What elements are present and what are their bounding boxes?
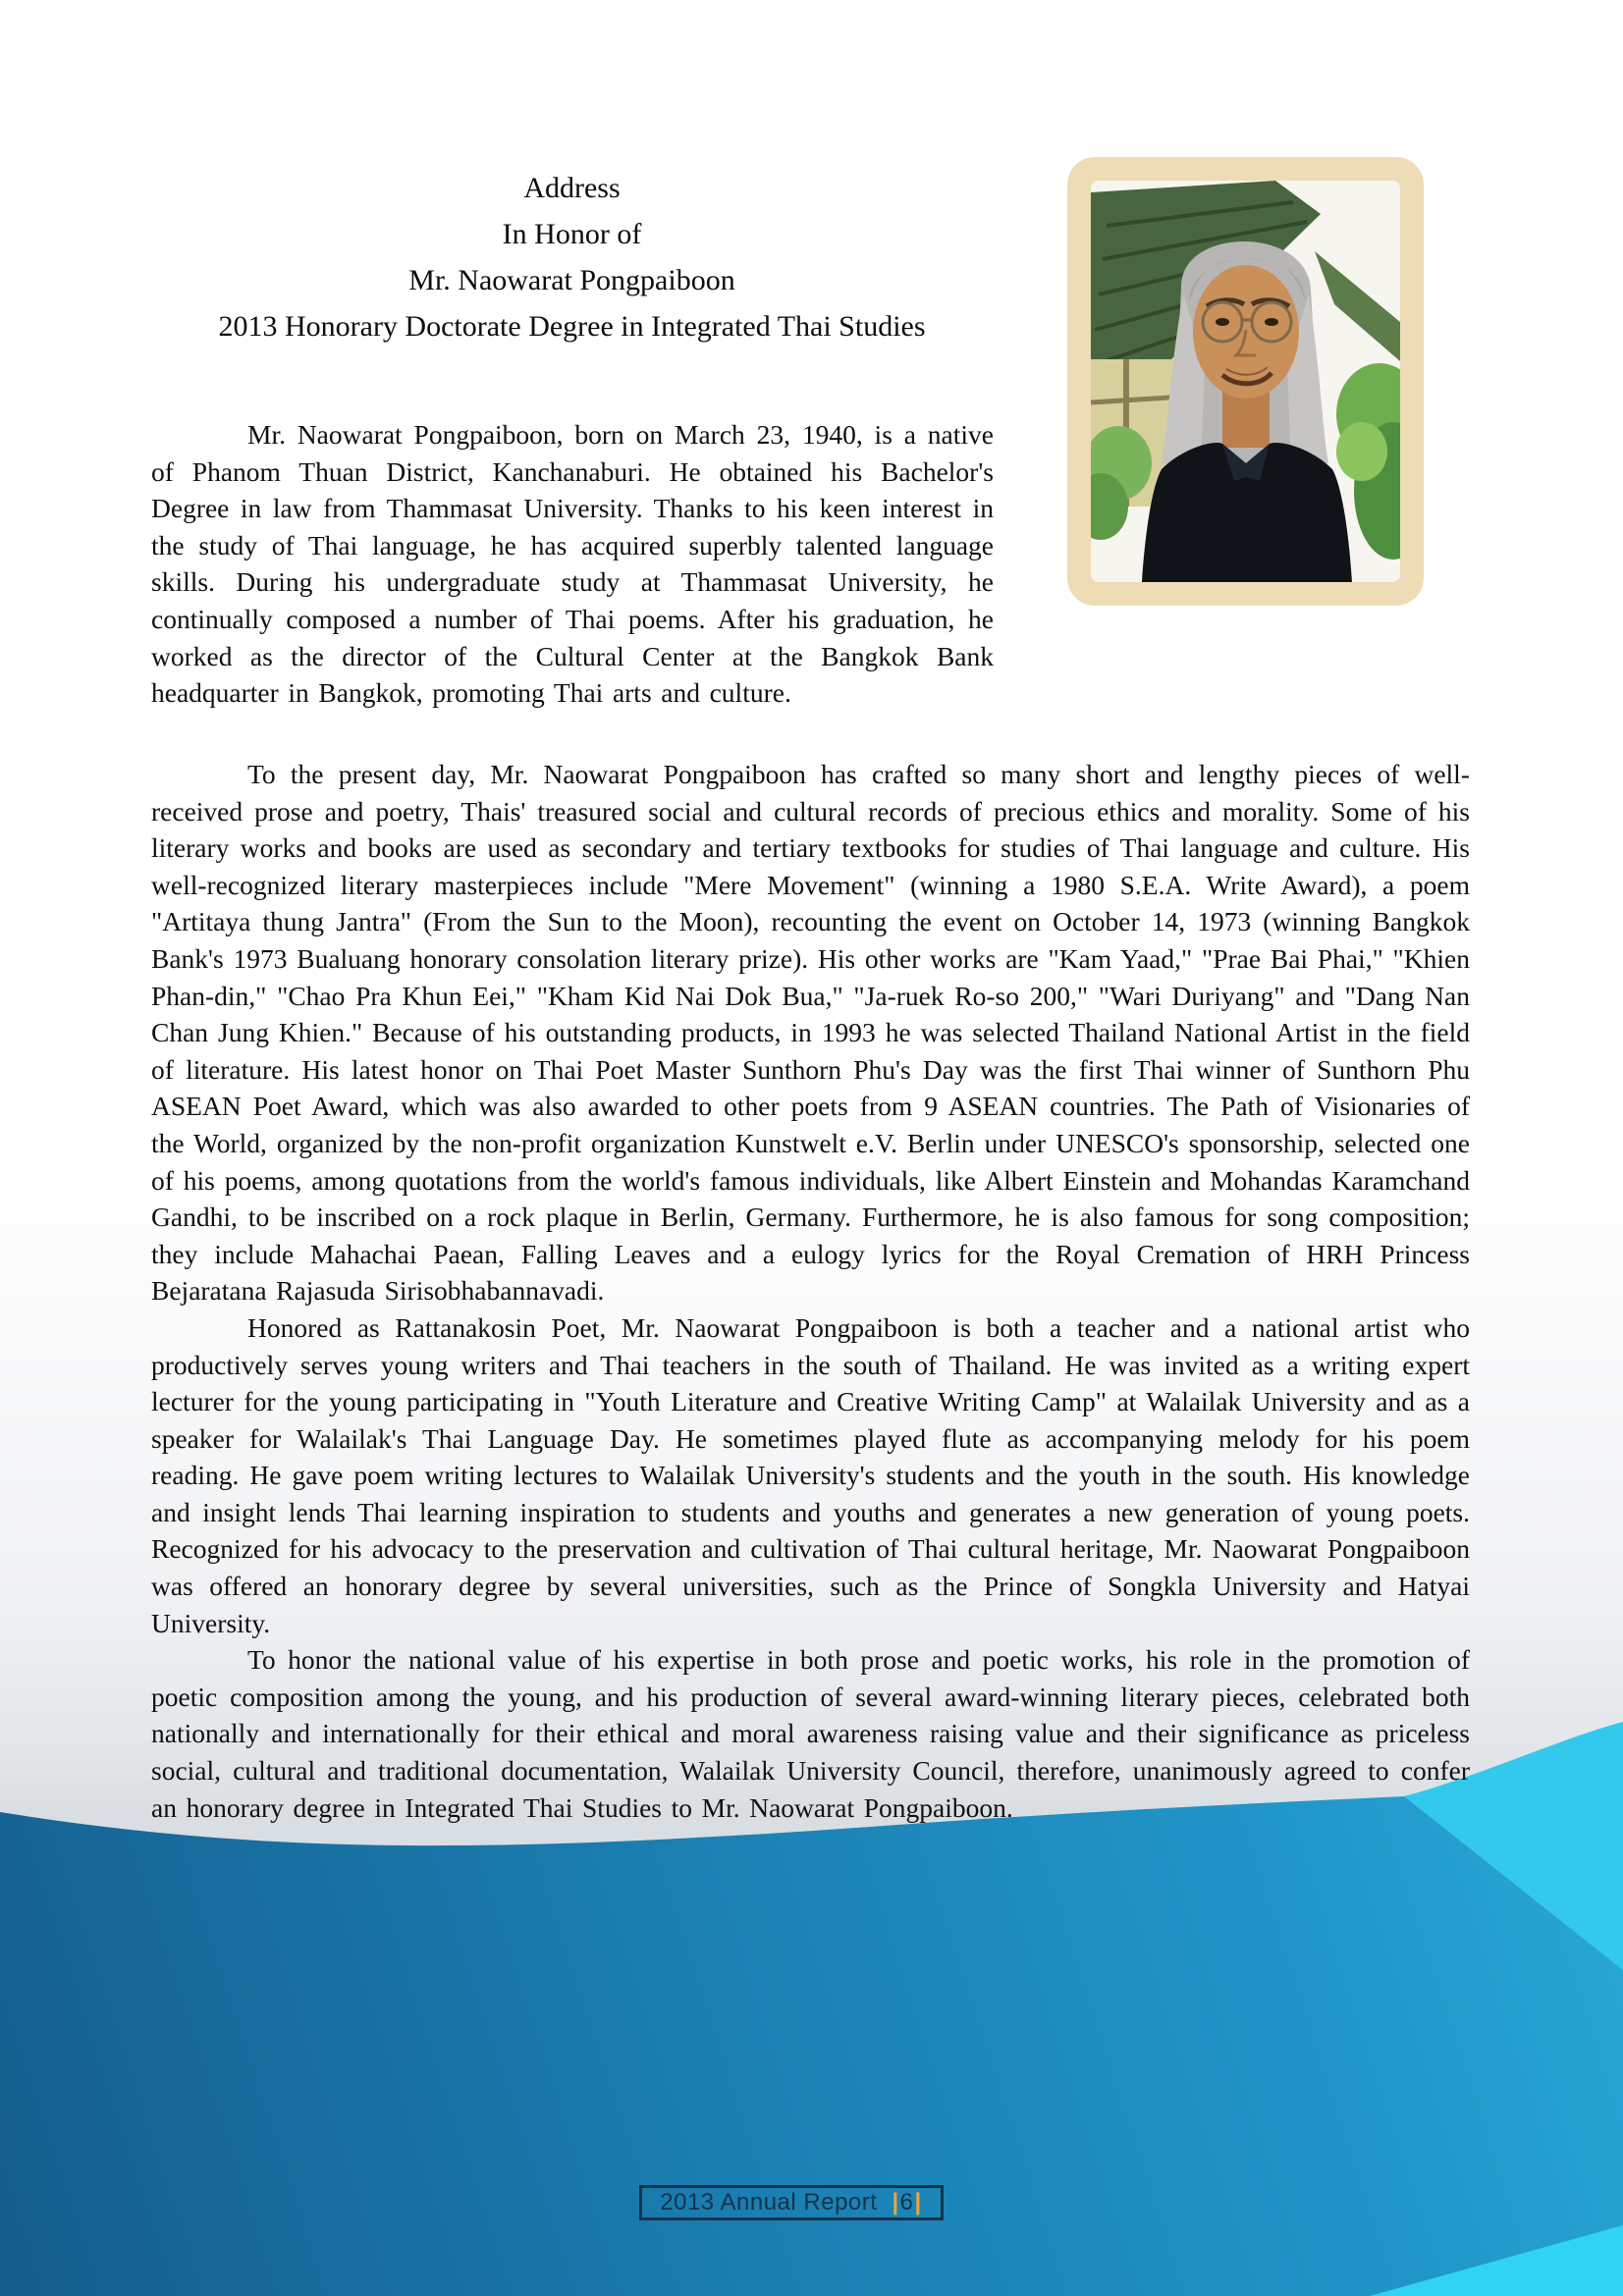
footer-badge bbox=[639, 2185, 944, 2220]
title-line: In Honor of bbox=[502, 218, 642, 250]
portrait-photo bbox=[1067, 157, 1424, 606]
title-line: Address bbox=[523, 172, 621, 204]
page-number-bar-right: | bbox=[914, 2189, 922, 2216]
title-line: 2013 Honorary Doctorate Degree in Integrated Thai Studies bbox=[218, 310, 926, 343]
paragraph: To honor the national value of his expertise in both prose and poetic works, his role in the promotion of poetic composition among the young, and his production of several award-winning literary pieces, celebrated both nationally and internationally for their ethical and moral awareness raising value and their significance as priceless social, cultural and traditional documentation, Walailak University Council, therefore, unanimously agreed to confer an honorary degree in Integrated Thai Studies to Mr. Naowarat Pongpaiboon. bbox=[151, 1644, 1470, 1823]
body-text bbox=[151, 756, 1470, 1826]
title-line: Mr. Naowarat Pongpaiboon bbox=[408, 264, 735, 296]
paragraph: Mr. Naowarat Pongpaiboon, born on March 23, 1940, is a native of Phanom Thuan District, Kanchanaburi. He obtained his Bachelor's Degree in law from Thammasat University. Thanks to his keen interest in the study of Thai language, he has acquired superbly talented language skills. During his undergraduate study at Thammasat University, he continually composed a number of Thai poems. After his graduation, he worked as the director of the Cultural Center at the Bangkok Bank headquarter in Bangkok, promoting Thai arts and culture. bbox=[151, 419, 994, 709]
footer-label: 2013 Annual Report bbox=[660, 2189, 878, 2216]
page-number-bar-left: | bbox=[892, 2189, 899, 2216]
wave-main-body bbox=[0, 1796, 1623, 2296]
paragraph: Honored as Rattanakosin Poet, Mr. Naowarat Pongpaiboon is both a teacher and a national artist who productively serves young writers and Thai teachers in the south of Thailand. He was invited as a writing expert lecturer for the young participating in "Youth Literature and Creative Writing Camp" at Walailak University and as a speaker for Walailak's Thai Language Day. He sometimes played flute as accompanying melody for his poem reading. He gave poem writing lectures to Walailak University's students and the youth in the south. His knowledge and insight lends Thai learning inspiration to students and youths and generates a new generation of young poets. Recognized for his advocacy to the preservation and cultivation of Thai cultural heritage, Mr. Naowarat Pongpaiboon was offered an honorary degree by several universities, such as the Prince of Songkla University and Hatyai University. bbox=[151, 1311, 1470, 1638]
title-block bbox=[98, 165, 1046, 349]
page-number: 6 bbox=[899, 2189, 914, 2216]
paragraph: To the present day, Mr. Naowarat Pongpaiboon has crafted so many short and lengthy pieces of well-received prose and poetry, Thais' treasured social and cultural records of precious ethics and morality. Some of his literary works and books are used as secondary and tertiary textbooks for studies of Thai language and culture. His well-recognized literary masterpieces include "Mere Movement" (winning a 1980 S.E.A. Write Award), a poem "Artitaya thung Jantra" (From the Sun to the Moon), recounting the event on October 14, 1973 (winning Bangkok Bank's 1973 Bualuang honorary consolation literary prize). His other works are "Kam Yaad," "Prae Bai Phai," "Khien Phan-din," "Chao Pra Khun Eei," "Kham Kid Nai Dok Bua," "Ja-ruek Ro-so 200," "Wari Duriyang" and "Dang Nan Chan Jung Khien." Because of his outstanding products, in 1993 he was selected Thailand National Artist in the field of literature. His latest honor on Thai Poet Master Sunthorn Phu's Day was the first Thai winner of Sunthorn Phu ASEAN Poet Award, which was also awarded to other poets from 9 ASEAN countries. The Path of Visionaries of the World, organized by the non-profit organization Kunstwelt e.V. Berlin under UNESCO's sponsorship, selected one of his poems, among quotations from the world's famous individuals, like Albert Einstein and Mohandas Karamchand Gandhi, to be inscribed on a rock plaque in Berlin, Germany. Furthermore, he is also famous for song composition; they include Mahachai Paean, Falling Leaves and a eulogy lyrics for the Royal Cremation of HRH Princess Bejaratana Rajasuda Sirisobhabannavadi. bbox=[151, 759, 1470, 1307]
